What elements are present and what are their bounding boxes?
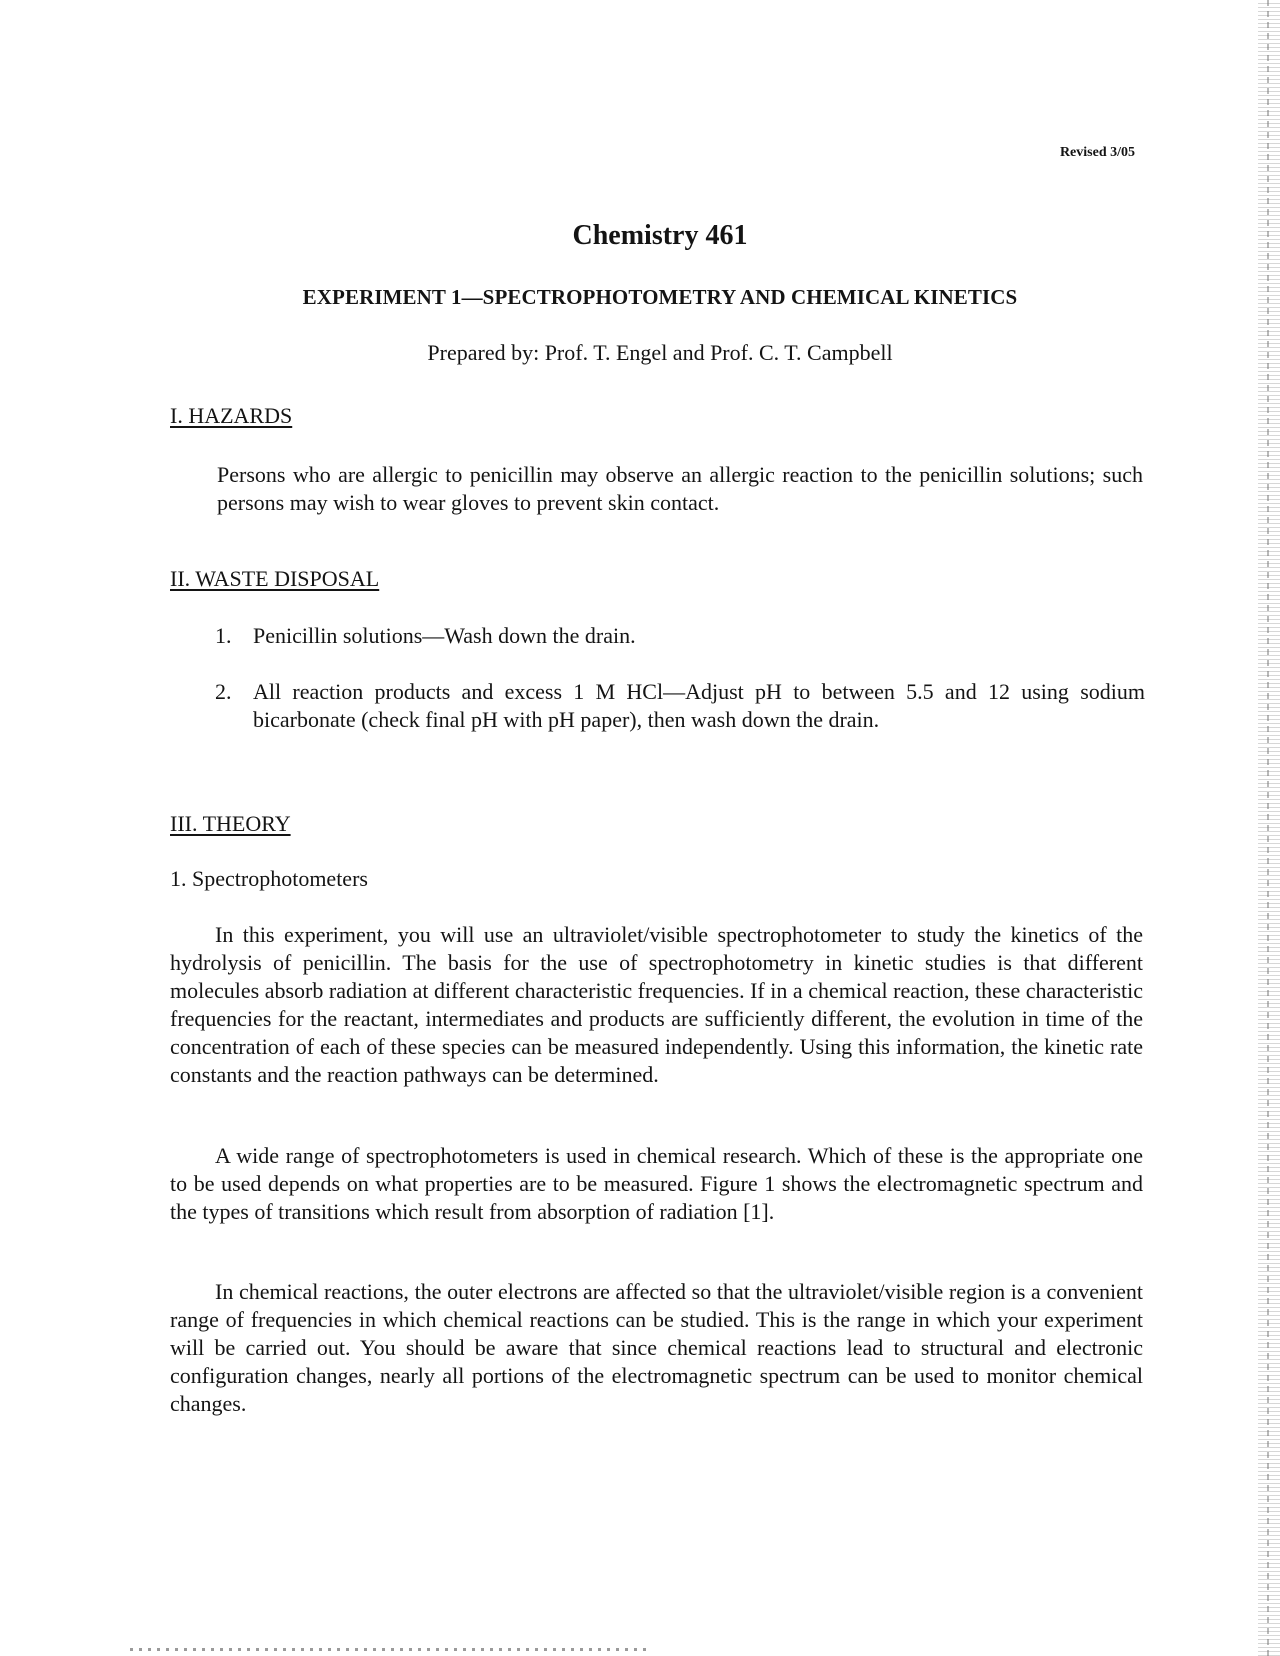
- hazards-heading: I. HAZARDS: [170, 403, 293, 428]
- scan-bottom-artifact: [130, 1648, 650, 1651]
- list-item: [215, 678, 1145, 734]
- list-item: [215, 622, 1145, 650]
- theory-paragraph-3: In chemical reactions, the outer electrons are affected so that the ultraviolet/visible region is a convenient range of frequencies in which chemical reactions can be studied. This is the range in which your experiment will be carried out. You should be aware that since chemical reactions lead to structural and electronic configuration changes, nearly all portions of the electromagnetic spectrum can be used to monitor chemical changes.: [170, 1279, 1143, 1416]
- list-item-text: All reaction products and excess 1 M HCl—Adjust pH to between 5.5 and 12 using sodium bicarbonate (check final pH with pH paper), then wash down the drain.: [253, 679, 1145, 732]
- hazards-text: Persons who are allergic to penicillin may observe an allergic reaction to the penicillin solutions; such persons may wish to wear gloves to prevent skin contact.: [217, 462, 1143, 515]
- theory-heading: III. THEORY: [170, 811, 291, 836]
- scan-edge-artifact: [1258, 0, 1280, 1656]
- theory-paragraph-2: A wide range of spectrophotometers is used in chemical research. Which of these is the appropriate one to be used depends on what properties are to be measured. Figure 1 shows the electromagnetic spectrum and the types of transitions which result from absorption of radiation [1].: [170, 1143, 1143, 1224]
- spectrophotometers-subheading: 1. Spectrophotometers: [170, 866, 368, 891]
- list-item-number: 1.: [215, 623, 232, 648]
- list-item-number: 2.: [215, 679, 232, 704]
- waste-disposal-heading: II. WASTE DISPOSAL: [170, 566, 380, 591]
- list-item-text: Penicillin solutions—Wash down the drain.: [253, 623, 636, 648]
- revision-date: Revised 3/05: [1059, 145, 1135, 160]
- course-title: Chemistry 461: [572, 220, 748, 251]
- prepared-by: Prepared by: Prof. T. Engel and Prof. C. T. Campbell: [427, 340, 893, 365]
- experiment-title: EXPERIMENT 1—SPECTROPHOTOMETRY AND CHEMICAL KINETICS: [302, 285, 1018, 309]
- theory-paragraph-1: In this experiment, you will use an ultraviolet/visible spectrophotometer to study the kinetics of the hydrolysis of penicillin. The basis for the use of spectrophotometry in kinetic studies is that different molecules absorb radiation at different characteristic frequencies. If in a chemical reaction, these characteristic frequencies for the reactant, intermediates and products are sufficiently different, the evolution in time of the concentration of each of these species can be measured independently. Using this information, the kinetic rate constants and the reaction pathways can be determined.: [170, 922, 1143, 1087]
